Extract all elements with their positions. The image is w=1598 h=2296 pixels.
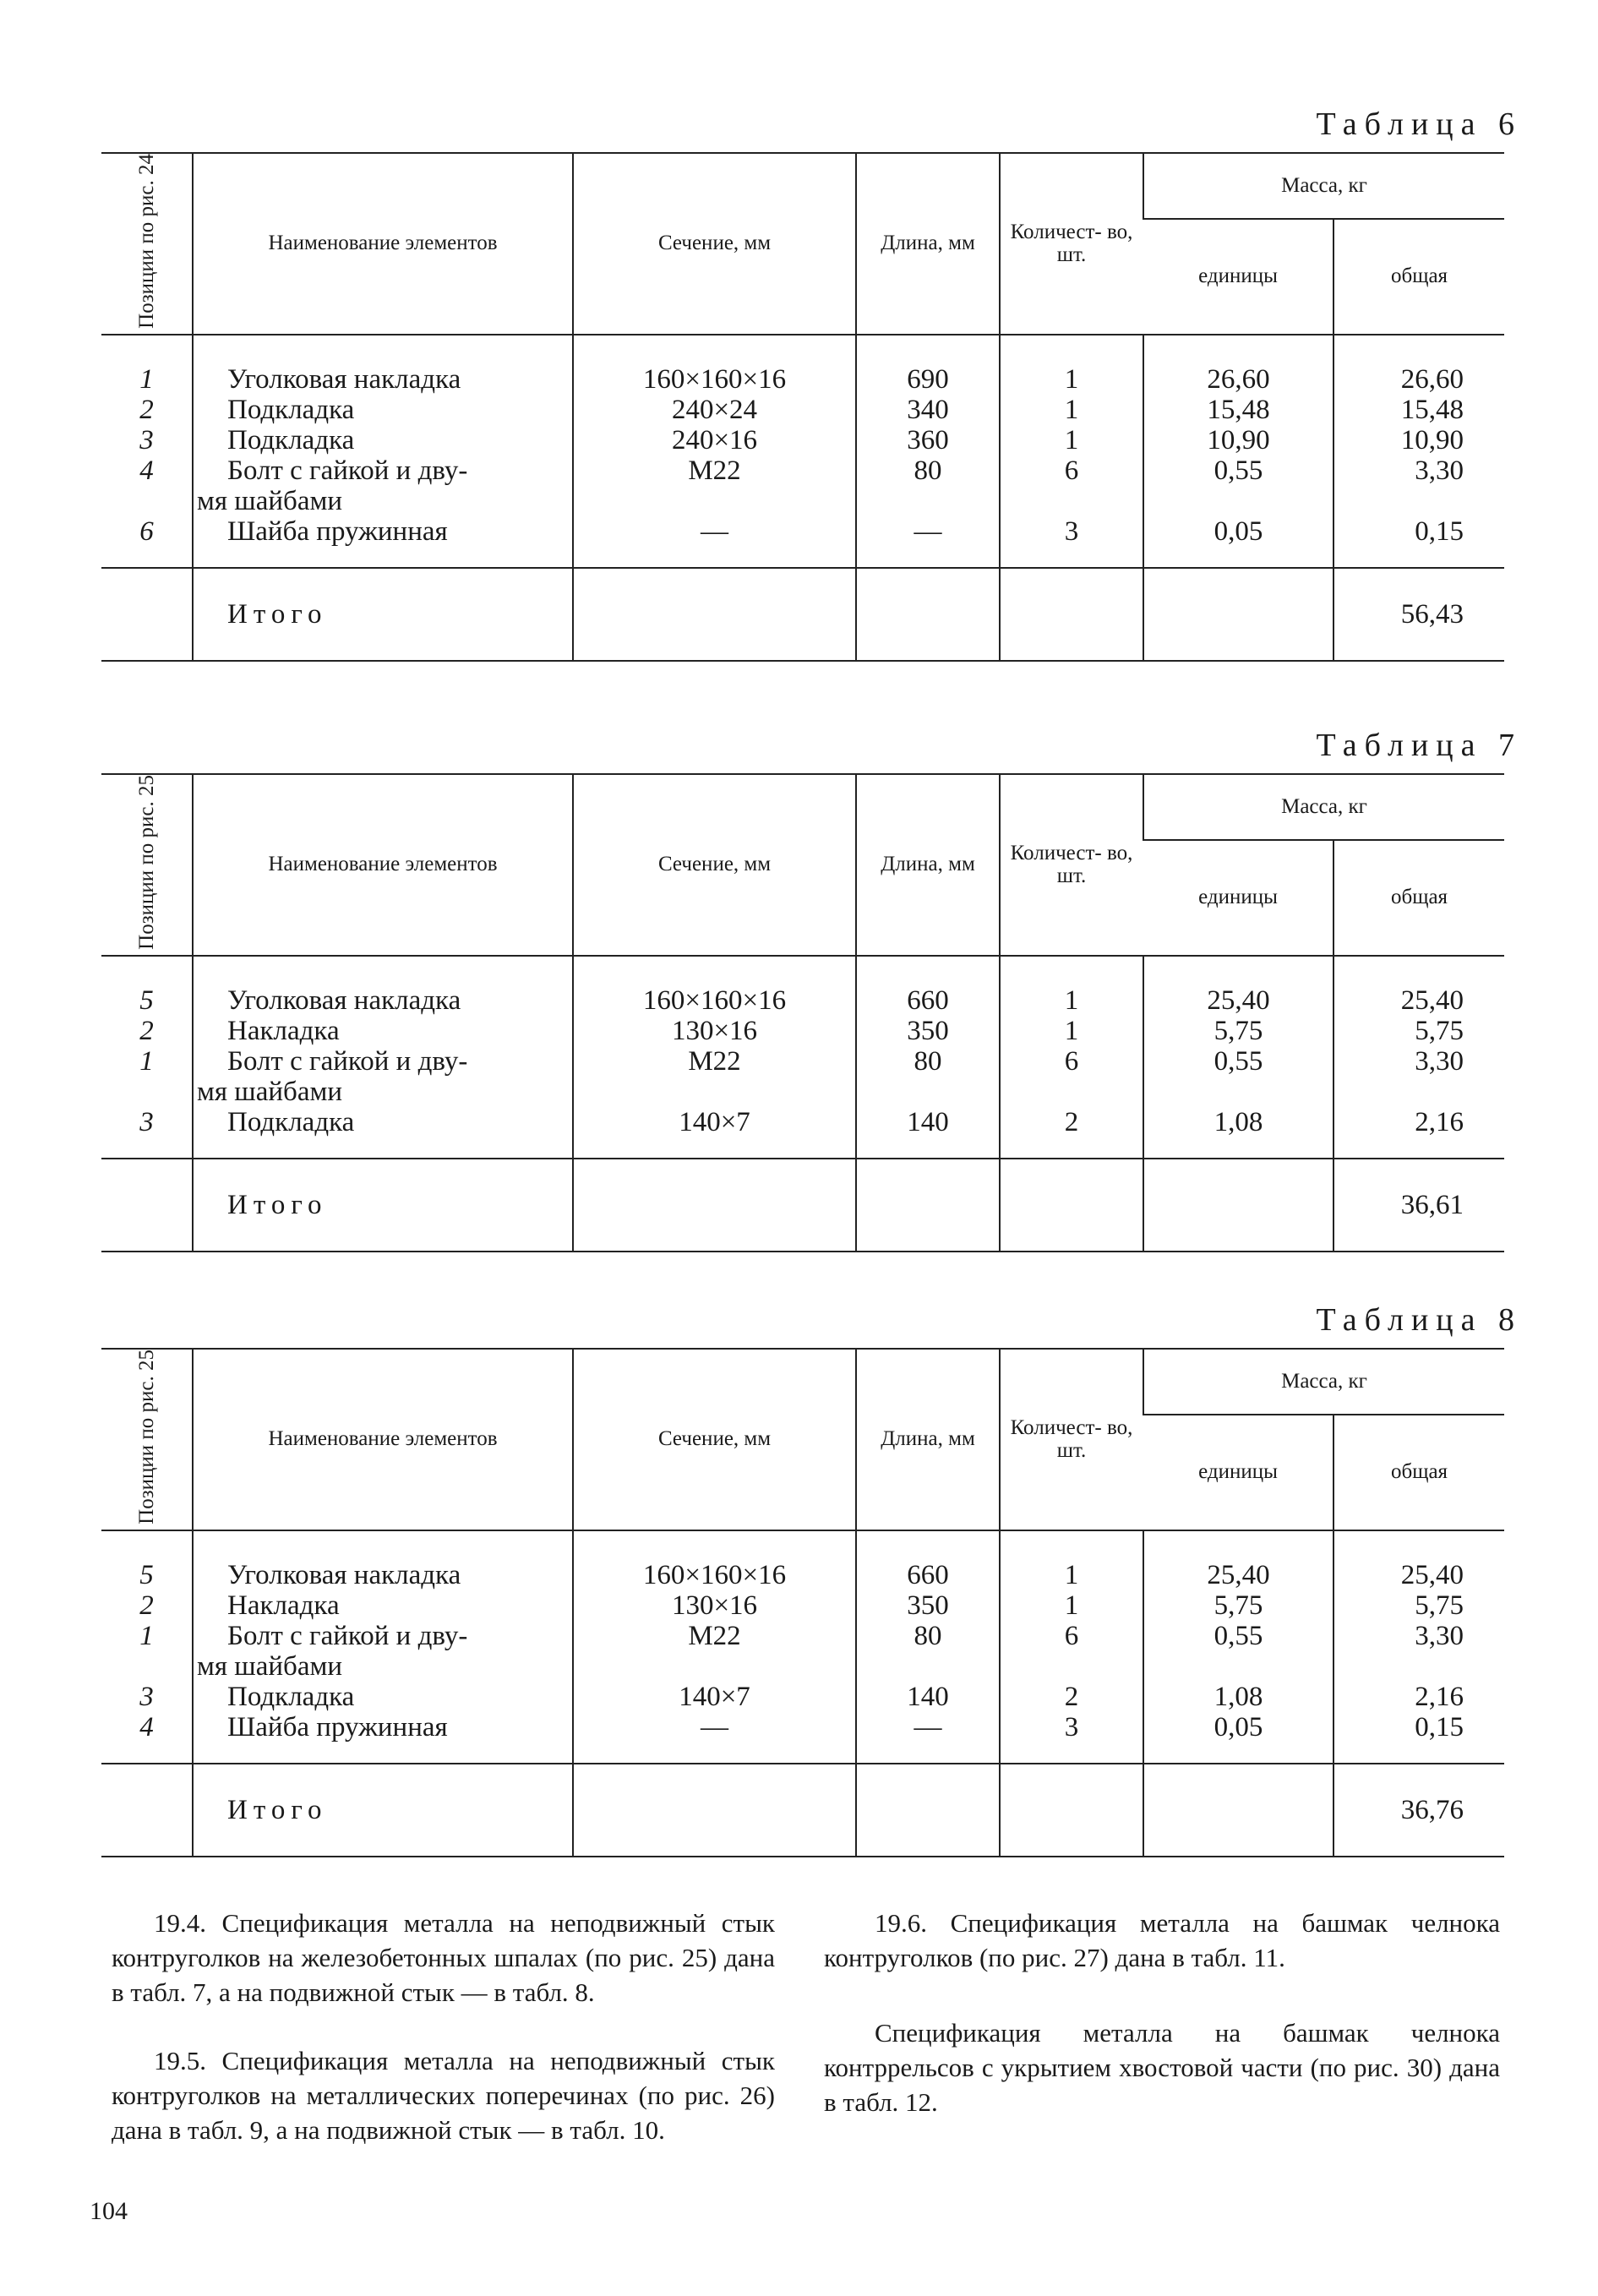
table-body (101, 335, 1504, 568)
cell-section: M22 (573, 1621, 856, 1651)
cell-section: 240×16 (573, 425, 856, 455)
cell-mass-unit: 25,40 (1143, 1530, 1333, 1590)
cell-mass-unit: 1,08 (1143, 1107, 1333, 1159)
table-row (101, 1682, 1504, 1712)
paragraph-19-5: 19.5. Спецификация металла на неподвижный стык контруголков на металлических поперечинах (по рис. 26) дана в табл. 9, а на подвижной стык — в табл. 10. (112, 2046, 775, 2145)
cell-mass-total: 5,75 (1333, 1016, 1504, 1046)
total-row (101, 568, 1504, 661)
cell-quantity: 1 (1000, 1016, 1143, 1046)
table-row (101, 335, 1504, 395)
header-quantity: Количест- во, шт. (1000, 153, 1143, 335)
cell-mass-total: 2,16 (1333, 1682, 1504, 1712)
header-length: Длина, мм (856, 153, 1000, 335)
cell-section: M22 (573, 455, 856, 486)
cell-mass-total: 3,30 (1333, 1046, 1504, 1077)
cell-name: Шайба пружинная (193, 516, 573, 568)
paragraph-spec-12: Спецификация металла на башмак челнока контррельсов с укрытием хвостовой части (по рис. 30) дана в табл. 12. (824, 2018, 1500, 2117)
cell-quantity (1000, 486, 1143, 516)
cell-length: 340 (856, 395, 1000, 425)
table-row (101, 1530, 1504, 1590)
cell-position: 2 (139, 395, 154, 426)
table-caption: Таблица 8 (1316, 1302, 1522, 1338)
cell-length: 140 (856, 1107, 1000, 1159)
page-number: 104 (90, 2197, 128, 2225)
cell-quantity (1000, 1651, 1143, 1682)
total-row (101, 1764, 1504, 1857)
header-position-label: Позиции по рис. 24 (134, 154, 158, 329)
cell-length: — (856, 516, 1000, 568)
header-position (101, 153, 193, 335)
header-name: Наименование элементов (193, 153, 573, 335)
cell-quantity: 1 (1000, 1530, 1143, 1590)
cell-name: Уголковая накладка (193, 335, 573, 395)
cell-section (573, 1077, 856, 1107)
header-position (101, 1349, 193, 1530)
cell-mass-total: 0,15 (1333, 1712, 1504, 1764)
cell-position (101, 1077, 193, 1107)
cell-quantity (1000, 1077, 1143, 1107)
header-mass: Масса, кг (1143, 1349, 1504, 1415)
cell-position: 5 (139, 1560, 154, 1591)
cell-length (856, 1077, 1000, 1107)
header-length: Длина, мм (856, 774, 1000, 956)
cell-name: Подкладка (193, 1682, 573, 1712)
paragraph-19-6: 19.6. Спецификация металла на башмак челнока контруголков (по рис. 27) дана в табл. 11. (824, 1908, 1500, 1972)
cell-length: 80 (856, 1046, 1000, 1077)
table-row (101, 395, 1504, 425)
cell-section: — (573, 1712, 856, 1764)
cell-length: 660 (856, 1530, 1000, 1590)
cell-position: 1 (139, 364, 154, 395)
cell-length: 360 (856, 425, 1000, 455)
cell-name: Болт с гайкой и дву- (193, 1046, 573, 1077)
table-caption: Таблица 7 (1316, 728, 1522, 763)
cell-section: 160×160×16 (573, 1530, 856, 1590)
cell-mass-unit: 0,55 (1143, 1046, 1333, 1077)
table-body (101, 1530, 1504, 1764)
table-header (101, 153, 1504, 335)
cell-quantity: 1 (1000, 335, 1143, 395)
cell-mass-unit: 0,05 (1143, 1712, 1333, 1764)
total-label: Итого (193, 568, 573, 661)
cell-position: 3 (139, 1107, 154, 1138)
cell-quantity: 1 (1000, 425, 1143, 455)
cell-mass-total: 0,15 (1333, 516, 1504, 568)
header-mass-unit: единицы (1143, 840, 1333, 957)
cell-mass-total: 26,60 (1333, 335, 1504, 395)
cell-mass-unit: 10,90 (1143, 425, 1333, 455)
table-row (101, 516, 1504, 568)
spec-table (101, 1348, 1504, 1857)
cell-length: 690 (856, 335, 1000, 395)
table-total (101, 1764, 1504, 1857)
header-mass-total: общая (1333, 840, 1504, 957)
cell-name: мя шайбами (193, 1651, 573, 1682)
cell-mass-total: 15,48 (1333, 395, 1504, 425)
table-row (101, 1712, 1504, 1764)
cell-name: Накладка (193, 1016, 573, 1046)
cell-quantity: 6 (1000, 1046, 1143, 1077)
cell-length: 140 (856, 1682, 1000, 1712)
table-row (101, 1046, 1504, 1077)
cell-position: 3 (139, 425, 154, 456)
total-row (101, 1159, 1504, 1252)
cell-position: 1 (139, 1621, 154, 1652)
table-row (101, 486, 1504, 516)
cell-name: Болт с гайкой и дву- (193, 1621, 573, 1651)
header-name: Наименование элементов (193, 1349, 573, 1530)
total-value: 36,61 (1333, 1159, 1504, 1252)
cell-quantity: 1 (1000, 395, 1143, 425)
header-mass-unit: единицы (1143, 219, 1333, 335)
cell-length: 350 (856, 1590, 1000, 1621)
total-label: Итого (193, 1764, 573, 1857)
cell-name: Уголковая накладка (193, 1530, 573, 1590)
cell-quantity: 1 (1000, 1590, 1143, 1621)
cell-position: 3 (139, 1682, 154, 1713)
table-header (101, 774, 1504, 956)
table-row (101, 1621, 1504, 1651)
table-row (101, 956, 1504, 1016)
header-quantity: Количест- во, шт. (1000, 1349, 1143, 1530)
cell-name: Болт с гайкой и дву- (193, 455, 573, 486)
cell-length: 660 (856, 956, 1000, 1016)
cell-mass-unit: 0,55 (1143, 1621, 1333, 1651)
header-length: Длина, мм (856, 1349, 1000, 1530)
cell-mass-unit: 0,55 (1143, 455, 1333, 486)
cell-section (573, 486, 856, 516)
table-row (101, 1077, 1504, 1107)
cell-mass-unit: 5,75 (1143, 1016, 1333, 1046)
cell-mass-unit: 25,40 (1143, 956, 1333, 1016)
cell-section (573, 1651, 856, 1682)
table-row (101, 1016, 1504, 1046)
cell-section: 240×24 (573, 395, 856, 425)
cell-name: Подкладка (193, 1107, 573, 1159)
cell-position: 2 (139, 1016, 154, 1047)
spec-table (101, 773, 1504, 1252)
table-total (101, 1159, 1504, 1252)
table-header (101, 1349, 1504, 1530)
cell-section: 130×16 (573, 1016, 856, 1046)
cell-name: Накладка (193, 1590, 573, 1621)
header-name: Наименование элементов (193, 774, 573, 956)
spec-table (101, 152, 1504, 662)
cell-section: 160×160×16 (573, 956, 856, 1016)
cell-mass-unit: 26,60 (1143, 335, 1333, 395)
cell-name: Подкладка (193, 395, 573, 425)
cell-mass-unit (1143, 1651, 1333, 1682)
cell-section: 140×7 (573, 1107, 856, 1159)
cell-name: мя шайбами (193, 1077, 573, 1107)
cell-length: — (856, 1712, 1000, 1764)
cell-mass-unit (1143, 486, 1333, 516)
cell-mass-total (1333, 486, 1504, 516)
cell-position: 5 (139, 985, 154, 1017)
table-row (101, 455, 1504, 486)
header-section: Сечение, мм (573, 1349, 856, 1530)
table-row (101, 1590, 1504, 1621)
cell-mass-total: 10,90 (1333, 425, 1504, 455)
header-mass-unit: единицы (1143, 1415, 1333, 1531)
cell-mass-unit: 5,75 (1143, 1590, 1333, 1621)
cell-mass-total: 3,30 (1333, 455, 1504, 486)
table-row (101, 1107, 1504, 1159)
cell-mass-unit: 1,08 (1143, 1682, 1333, 1712)
cell-length: 350 (856, 1016, 1000, 1046)
table-row (101, 1651, 1504, 1682)
total-value: 36,76 (1333, 1764, 1504, 1857)
total-label: Итого (193, 1159, 573, 1252)
cell-name: Шайба пружинная (193, 1712, 573, 1764)
table-body (101, 956, 1504, 1159)
header-mass: Масса, кг (1143, 153, 1504, 219)
header-position (101, 774, 193, 956)
cell-quantity: 2 (1000, 1107, 1143, 1159)
cell-mass-total: 3,30 (1333, 1621, 1504, 1651)
cell-position: 4 (139, 1712, 154, 1743)
cell-name: Подкладка (193, 425, 573, 455)
cell-name: мя шайбами (193, 486, 573, 516)
cell-length: 80 (856, 1621, 1000, 1651)
cell-quantity: 6 (1000, 455, 1143, 486)
cell-length (856, 1651, 1000, 1682)
table-total (101, 568, 1504, 661)
cell-position: 6 (139, 516, 154, 548)
cell-mass-total (1333, 1077, 1504, 1107)
cell-position (101, 1651, 193, 1682)
header-position-label: Позиции по рис. 25 (134, 775, 158, 950)
cell-position: 4 (139, 455, 154, 487)
header-mass: Масса, кг (1143, 774, 1504, 840)
cell-mass-unit: 0,05 (1143, 516, 1333, 568)
cell-quantity: 2 (1000, 1682, 1143, 1712)
cell-mass-total: 25,40 (1333, 956, 1504, 1016)
header-quantity: Количест- во, шт. (1000, 774, 1143, 956)
cell-quantity: 3 (1000, 516, 1143, 568)
cell-position: 1 (139, 1046, 154, 1077)
header-section: Сечение, мм (573, 774, 856, 956)
cell-section: 130×16 (573, 1590, 856, 1621)
cell-quantity: 1 (1000, 956, 1143, 1016)
header-section: Сечение, мм (573, 153, 856, 335)
cell-mass-total: 5,75 (1333, 1590, 1504, 1621)
cell-quantity: 6 (1000, 1621, 1143, 1651)
header-position-label: Позиции по рис. 25 (134, 1350, 158, 1524)
paragraph-19-4: 19.4. Спецификация металла на неподвижный стык контруголков на железобетонных шпалах (по рис. 25) дана в табл. 7, а на подвижной стык — в табл. 8. (112, 1908, 775, 2007)
table-row (101, 425, 1504, 455)
total-value: 56,43 (1333, 568, 1504, 661)
cell-length: 80 (856, 455, 1000, 486)
cell-section: — (573, 516, 856, 568)
header-mass-total: общая (1333, 219, 1504, 335)
cell-mass-unit (1143, 1077, 1333, 1107)
table-caption: Таблица 6 (1316, 106, 1522, 142)
header-mass-total: общая (1333, 1415, 1504, 1531)
cell-name: Уголковая накладка (193, 956, 573, 1016)
cell-position (101, 486, 193, 516)
cell-quantity: 3 (1000, 1712, 1143, 1764)
cell-length (856, 486, 1000, 516)
cell-position: 2 (139, 1590, 154, 1622)
cell-mass-unit: 15,48 (1143, 395, 1333, 425)
cell-mass-total: 25,40 (1333, 1530, 1504, 1590)
cell-section: 160×160×16 (573, 335, 856, 395)
cell-mass-total (1333, 1651, 1504, 1682)
cell-section: 140×7 (573, 1682, 856, 1712)
cell-section: M22 (573, 1046, 856, 1077)
cell-mass-total: 2,16 (1333, 1107, 1504, 1159)
